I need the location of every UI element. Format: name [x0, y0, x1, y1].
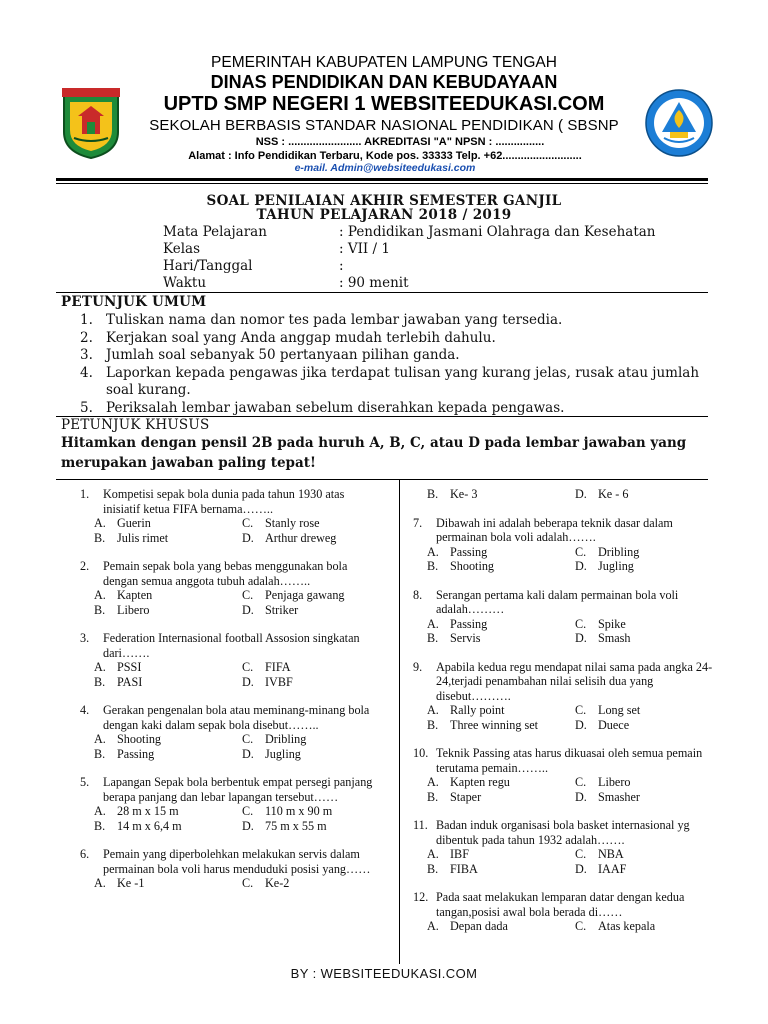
info-row-duration: [163, 275, 409, 291]
info-row-subject: [163, 224, 656, 240]
option-c: C. Stanly rose: [242, 516, 320, 530]
option-c: C. FIFA: [242, 660, 291, 674]
option-b: B. Passing: [94, 746, 155, 761]
option-b: B. FIBA: [427, 861, 478, 876]
option-d: D. Duece: [575, 717, 630, 732]
option-a: A. Passing: [427, 616, 488, 631]
info-value: : Pendidikan Jasmani Olahraga dan Kesehatan: [339, 224, 656, 240]
option-c: C. NBA: [575, 847, 624, 861]
option-b: B. Shooting: [427, 559, 495, 573]
info-label: Kelas: [163, 241, 201, 257]
question-4: 4. Gerakan pengenalan bola atau meminang-minang bola dengan kaki dalam sepak bola disebut…….. A. Shooting C. Dribling B. Passing D. Jugling: [80, 703, 380, 761]
option-d: D. Striker: [242, 602, 299, 617]
option-a: A. IBF: [427, 847, 469, 861]
tut-wuri-handayani-logo-icon: [644, 88, 714, 158]
question-text: Badan induk organisasi bola basket internasional yg dibentuk pada tahun 1932 adalah…….: [436, 818, 690, 847]
special-instructions-heading: PETUNJUK KHUSUS: [61, 417, 210, 433]
option-a: A. Guerin: [94, 516, 151, 530]
section-divider: [56, 292, 708, 293]
option-c: C. Penjaga gawang: [242, 588, 345, 602]
info-value: : VII / 1: [339, 241, 390, 257]
option-a: A. Depan dada: [427, 919, 508, 933]
section-divider: [56, 479, 708, 480]
info-row-date: [163, 258, 344, 274]
question-8: 8. Serangan pertama kali dalam permainan bola voli adalah……… A. Passing C. Spike B. Servis D. Smash: [413, 588, 713, 646]
option-b: B. 14 m x 6,4 m: [94, 818, 182, 833]
info-label: Hari/Tanggal: [163, 258, 253, 274]
exam-title: SOAL PENILAIAN AKHIR SEMESTER GANJIL: [206, 193, 562, 209]
option-d: D. IVBF: [242, 674, 293, 689]
government-header: PEMERINTAH KABUPATEN LAMPUNG TENGAH: [211, 54, 557, 71]
list-item: 2. Kerjakan soal yang Anda anggap mudah terlebih dahulu.: [80, 329, 496, 346]
option-c: C. 110 m x 90 m: [242, 804, 333, 818]
school-tagline: SEKOLAH BERBASIS STANDAR NASIONAL PENDIDIKAN ( SBSNP: [149, 117, 619, 134]
option-c: C. Dribling: [575, 544, 640, 559]
option-b: B. Three winning set: [427, 717, 538, 732]
question-6: 6. Pemain yang diperbolehkan melakukan servis dalam permainan bola voli harus menduduki posisi yang…… A. Ke -1 C. Ke-2: [80, 847, 380, 891]
option-b: B. Servis: [427, 631, 481, 645]
option-c: C. Dribling: [242, 732, 307, 746]
option-d: D. Arthur dreweg: [242, 530, 337, 545]
list-item: 3. Jumlah soal sebanyak 50 pertanyaan pilihan ganda.: [80, 347, 460, 363]
option-d: D. Jugling: [575, 559, 634, 573]
option-d: D. Ke - 6: [575, 487, 629, 501]
question-text: Teknik Passing atas harus dikuasai oleh semua pemain terutama pemain……..: [436, 746, 703, 775]
option-d: D. IAAF: [575, 861, 627, 876]
option-d: D. Jugling: [242, 746, 301, 761]
letterhead-divider-thick: [56, 178, 708, 181]
question-7: 7. Dibawah ini adalah beberapa teknik dasar dalam permainan bola voli adalah……. A. Passing C. Dribling B. Shooting D. Jugling: [413, 516, 713, 574]
list-item: 5. Periksalah lembar jawaban sebelum diserahkan kepada pengawas.: [80, 399, 565, 416]
info-label: Waktu: [163, 275, 207, 291]
department-header: DINAS PENDIDIKAN DAN KEBUDAYAAN: [210, 72, 558, 92]
option-d: D. Smash: [575, 631, 631, 645]
option-d: D. 75 m x 55 m: [242, 818, 327, 833]
info-value: :: [339, 258, 344, 274]
question-5: 5. Lapangan Sepak bola berbentuk empat persegi panjang berapa panjang dan lebar lapangan tersebut…… A. 28 m x 15 m C. 110 m x 90 m B. 14 m x 6,4 m D. 75 m x 55 m: [80, 775, 380, 833]
question-text: Gerakan pengenalan bola atau meminang-minang bola dengan kaki dalam sepak bola disebut……..: [103, 703, 370, 732]
option-a: A. PSSI: [94, 660, 142, 674]
lampung-tengah-emblem-icon: [60, 88, 122, 160]
general-instructions-heading: PETUNJUK UMUM: [61, 294, 207, 310]
option-b: B. PASI: [94, 674, 143, 689]
question-text: Federation Internasional football Assosion singkatan dari…….: [103, 631, 360, 660]
question-text: Pemain sepak bola yang bebas menggunakan bola dengan semua anggota tubuh adalah……..: [103, 559, 348, 588]
question-text: Dibawah ini adalah beberapa teknik dasar dalam permainan bola voli adalah…….: [436, 515, 673, 544]
question-12: 12. Pada saat melakukan lemparan datar dengan kedua tangan,posisi awal bola berada di…… A. Depan dada C. Atas kepala: [413, 890, 713, 934]
option-b: B. Julis rimet: [94, 530, 169, 545]
questions-left-column: [80, 487, 380, 905]
question-11: 11. Badan induk organisasi bola basket internasional yg dibentuk pada tahun 1932 adalah……. A. IBF C. NBA B. FIBA D. IAAF: [413, 818, 713, 876]
option-a: A. Kapten regu: [427, 775, 510, 789]
general-instructions-list: [80, 312, 710, 417]
option-c: C. Libero: [575, 775, 631, 789]
option-b: B. Ke- 3: [427, 487, 478, 501]
option-d: D. Smasher: [575, 789, 640, 804]
option-c: C. Atas kepala: [575, 919, 656, 933]
letterhead-divider-thin: [56, 183, 708, 184]
question-text: Kompetisi sepak bola dunia pada tahun 1930 atas inisiatif ketua FIFA bernama……..: [103, 487, 345, 516]
option-b: B. Libero: [94, 602, 150, 617]
option-a: A. Shooting: [94, 732, 162, 746]
academic-year: TAHUN PELAJARAN 2018 / 2019: [256, 207, 512, 223]
question-6-continued-options: [413, 487, 713, 502]
option-a: A. Passing: [427, 544, 488, 559]
question-text: Pemain yang diperbolehkan melakukan servis dalam permainan bola voli harus menduduki posisi yang……: [103, 847, 371, 876]
question-text: Pada saat melakukan lemparan datar dengan kedua tangan,posisi awal bola berada di……: [436, 890, 685, 919]
option-a: A. Kapten: [94, 588, 153, 602]
footer-credit: BY : WEBSITEEDUKASI.COM: [290, 966, 478, 981]
question-2: 2. Pemain sepak bola yang bebas menggunakan bola dengan semua anggota tubuh adalah…….. A. Kapten C. Penjaga gawang B. Libero D. Striker: [80, 559, 380, 617]
question-10: 10. Teknik Passing atas harus dikuasai oleh semua pemain terutama pemain…….. A. Kapten regu C. Libero B. Staper D. Smasher: [413, 746, 713, 804]
question-text: Lapangan Sepak bola berbentuk empat persegi panjang berapa panjang dan lebar lapangan tersebut……: [103, 775, 373, 804]
question-3: 3. Federation Internasional football Assosion singkatan dari……. A. PSSI C. FIFA B. PASI D. IVBF: [80, 631, 380, 689]
school-name: UPTD SMP NEGERI 1 WEBSITEEDUKASI.COM: [163, 93, 605, 115]
letterhead: [0, 0, 768, 185]
question-1: 1. Kompetisi sepak bola dunia pada tahun 1930 atas inisiatif ketua FIFA bernama…….. A. Guerin C. Stanly rose B. Julis rimet D. Arthur dreweg: [80, 487, 380, 545]
questions-right-column: [413, 487, 713, 948]
option-b: B. Staper: [427, 789, 482, 804]
special-instruction-text: Hitamkan dengan pensil 2B pada huruh A, B, C, atau D pada lembar jawaban yang merupakan jawaban paling tepat!: [61, 435, 687, 471]
info-label: Mata Pelajaran: [163, 224, 267, 240]
option-a: A. Ke -1: [94, 876, 145, 890]
question-9: 9. Apabila kedua regu mendapat nilai sama pada angka 24-24,terjadi penambahan nilai selisih dua yang disebut………. A. Rally point C. Long set B. Three winning set D. Duece: [413, 660, 713, 733]
info-value: : 90 menit: [339, 275, 409, 291]
option-c: C. Spike: [575, 616, 626, 631]
option-c: C. Ke-2: [242, 876, 290, 890]
column-divider: [399, 480, 400, 964]
school-address: Alamat : Info Pendidikan Terbaru, Kode pos. 33333 Telp. +62..........................: [188, 150, 582, 162]
question-text: Apabila kedua regu mendapat nilai sama pada angka 24-24,terjadi penambahan nilai selisih dua yang disebut……….: [436, 659, 713, 703]
option-a: A. 28 m x 15 m: [94, 804, 179, 818]
question-text: Serangan pertama kali dalam permainan bola voli adalah………: [436, 587, 679, 616]
school-identifiers: NSS : ........................ AKREDITASI "A" NPSN : ................: [255, 136, 545, 148]
info-row-class: [163, 241, 390, 257]
option-a: A. Rally point: [427, 703, 505, 717]
option-c: C. Long set: [575, 703, 641, 717]
list-item: 4. Laporkan kepada pengawas jika terdapat tulisan yang kurang jelas, rusak atau jumlah soal kurang.: [80, 364, 700, 398]
school-email: e-mail. Admin@websiteedukasi.com: [294, 162, 476, 174]
list-item: 1. Tuliskan nama dan nomor tes pada lembar jawaban yang tersedia.: [80, 312, 563, 328]
